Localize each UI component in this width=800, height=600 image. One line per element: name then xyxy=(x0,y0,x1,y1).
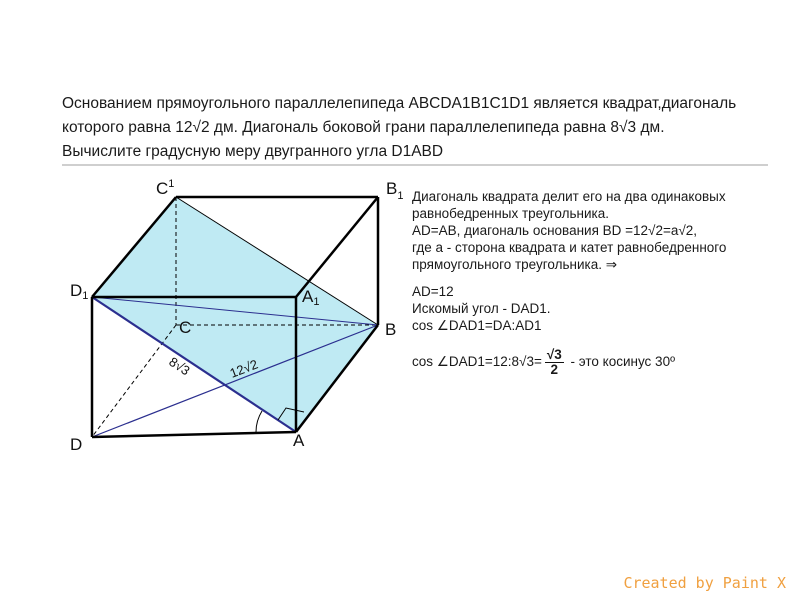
parallelepiped-diagram xyxy=(40,170,410,460)
cos-expression: cos ∠DAD1=12:8√3= xyxy=(412,354,542,370)
fraction-numerator: √3 xyxy=(546,347,562,362)
label-c: C xyxy=(179,318,192,337)
fraction-denominator: 2 xyxy=(550,362,559,377)
fraction xyxy=(545,348,564,377)
section-plane xyxy=(92,197,378,432)
label-b1: $B_1$ xyxy=(386,179,404,202)
solution-text xyxy=(412,188,792,377)
solution-line-5: прямоугольного треугольника. ⇒ xyxy=(412,257,618,272)
label-b: B xyxy=(385,320,397,339)
solution-line-9 xyxy=(412,348,792,377)
problem-line-3: Вычислите градусную меру двугранного угла D1ABD xyxy=(62,143,444,160)
divider xyxy=(62,164,768,166)
solution-line-4: где a - сторона квадрата и катет равнобедренного xyxy=(412,240,727,255)
label-c1: $C^1$ xyxy=(156,178,175,198)
label-a: A xyxy=(293,431,305,450)
solution-line-8: cos ∠DAD1=DA:AD1 xyxy=(412,318,542,333)
cos-conclusion: - это косинус 30º xyxy=(566,354,676,370)
solution-line-1: Диагональ квадрата делит его на два одинаковых xyxy=(412,189,726,204)
label-a1: A1 xyxy=(302,287,320,308)
problem-line-2: которого равна 12√2 дм. Диагональ боковой грани параллелепипеда равна 8√3 дм. xyxy=(62,119,665,136)
watermark: Created by Paint X xyxy=(623,574,786,592)
edge-da xyxy=(92,432,296,437)
solution-line-3: AD=AB, диагональ основания BD =12√2=a√2, xyxy=(412,223,698,238)
label-d1: D1 xyxy=(70,281,89,302)
dim-d1a: 8√3 xyxy=(166,353,193,379)
problem-line-1: Основанием прямоугольного параллелепипеда ABCDA1B1C1D1 является квадрат,диагональ xyxy=(62,95,737,112)
edge-a1b1 xyxy=(296,197,378,297)
problem-statement xyxy=(62,92,774,164)
solution-line-2: равнобедренных треугольника. xyxy=(412,206,609,221)
dim-bd: 12√2 xyxy=(227,356,260,381)
solution-line-6: AD=12 xyxy=(412,284,454,299)
angle-arc xyxy=(256,411,262,432)
solution-line-7: Искомый угол - DAD1. xyxy=(412,301,551,316)
label-d: D xyxy=(70,435,83,454)
